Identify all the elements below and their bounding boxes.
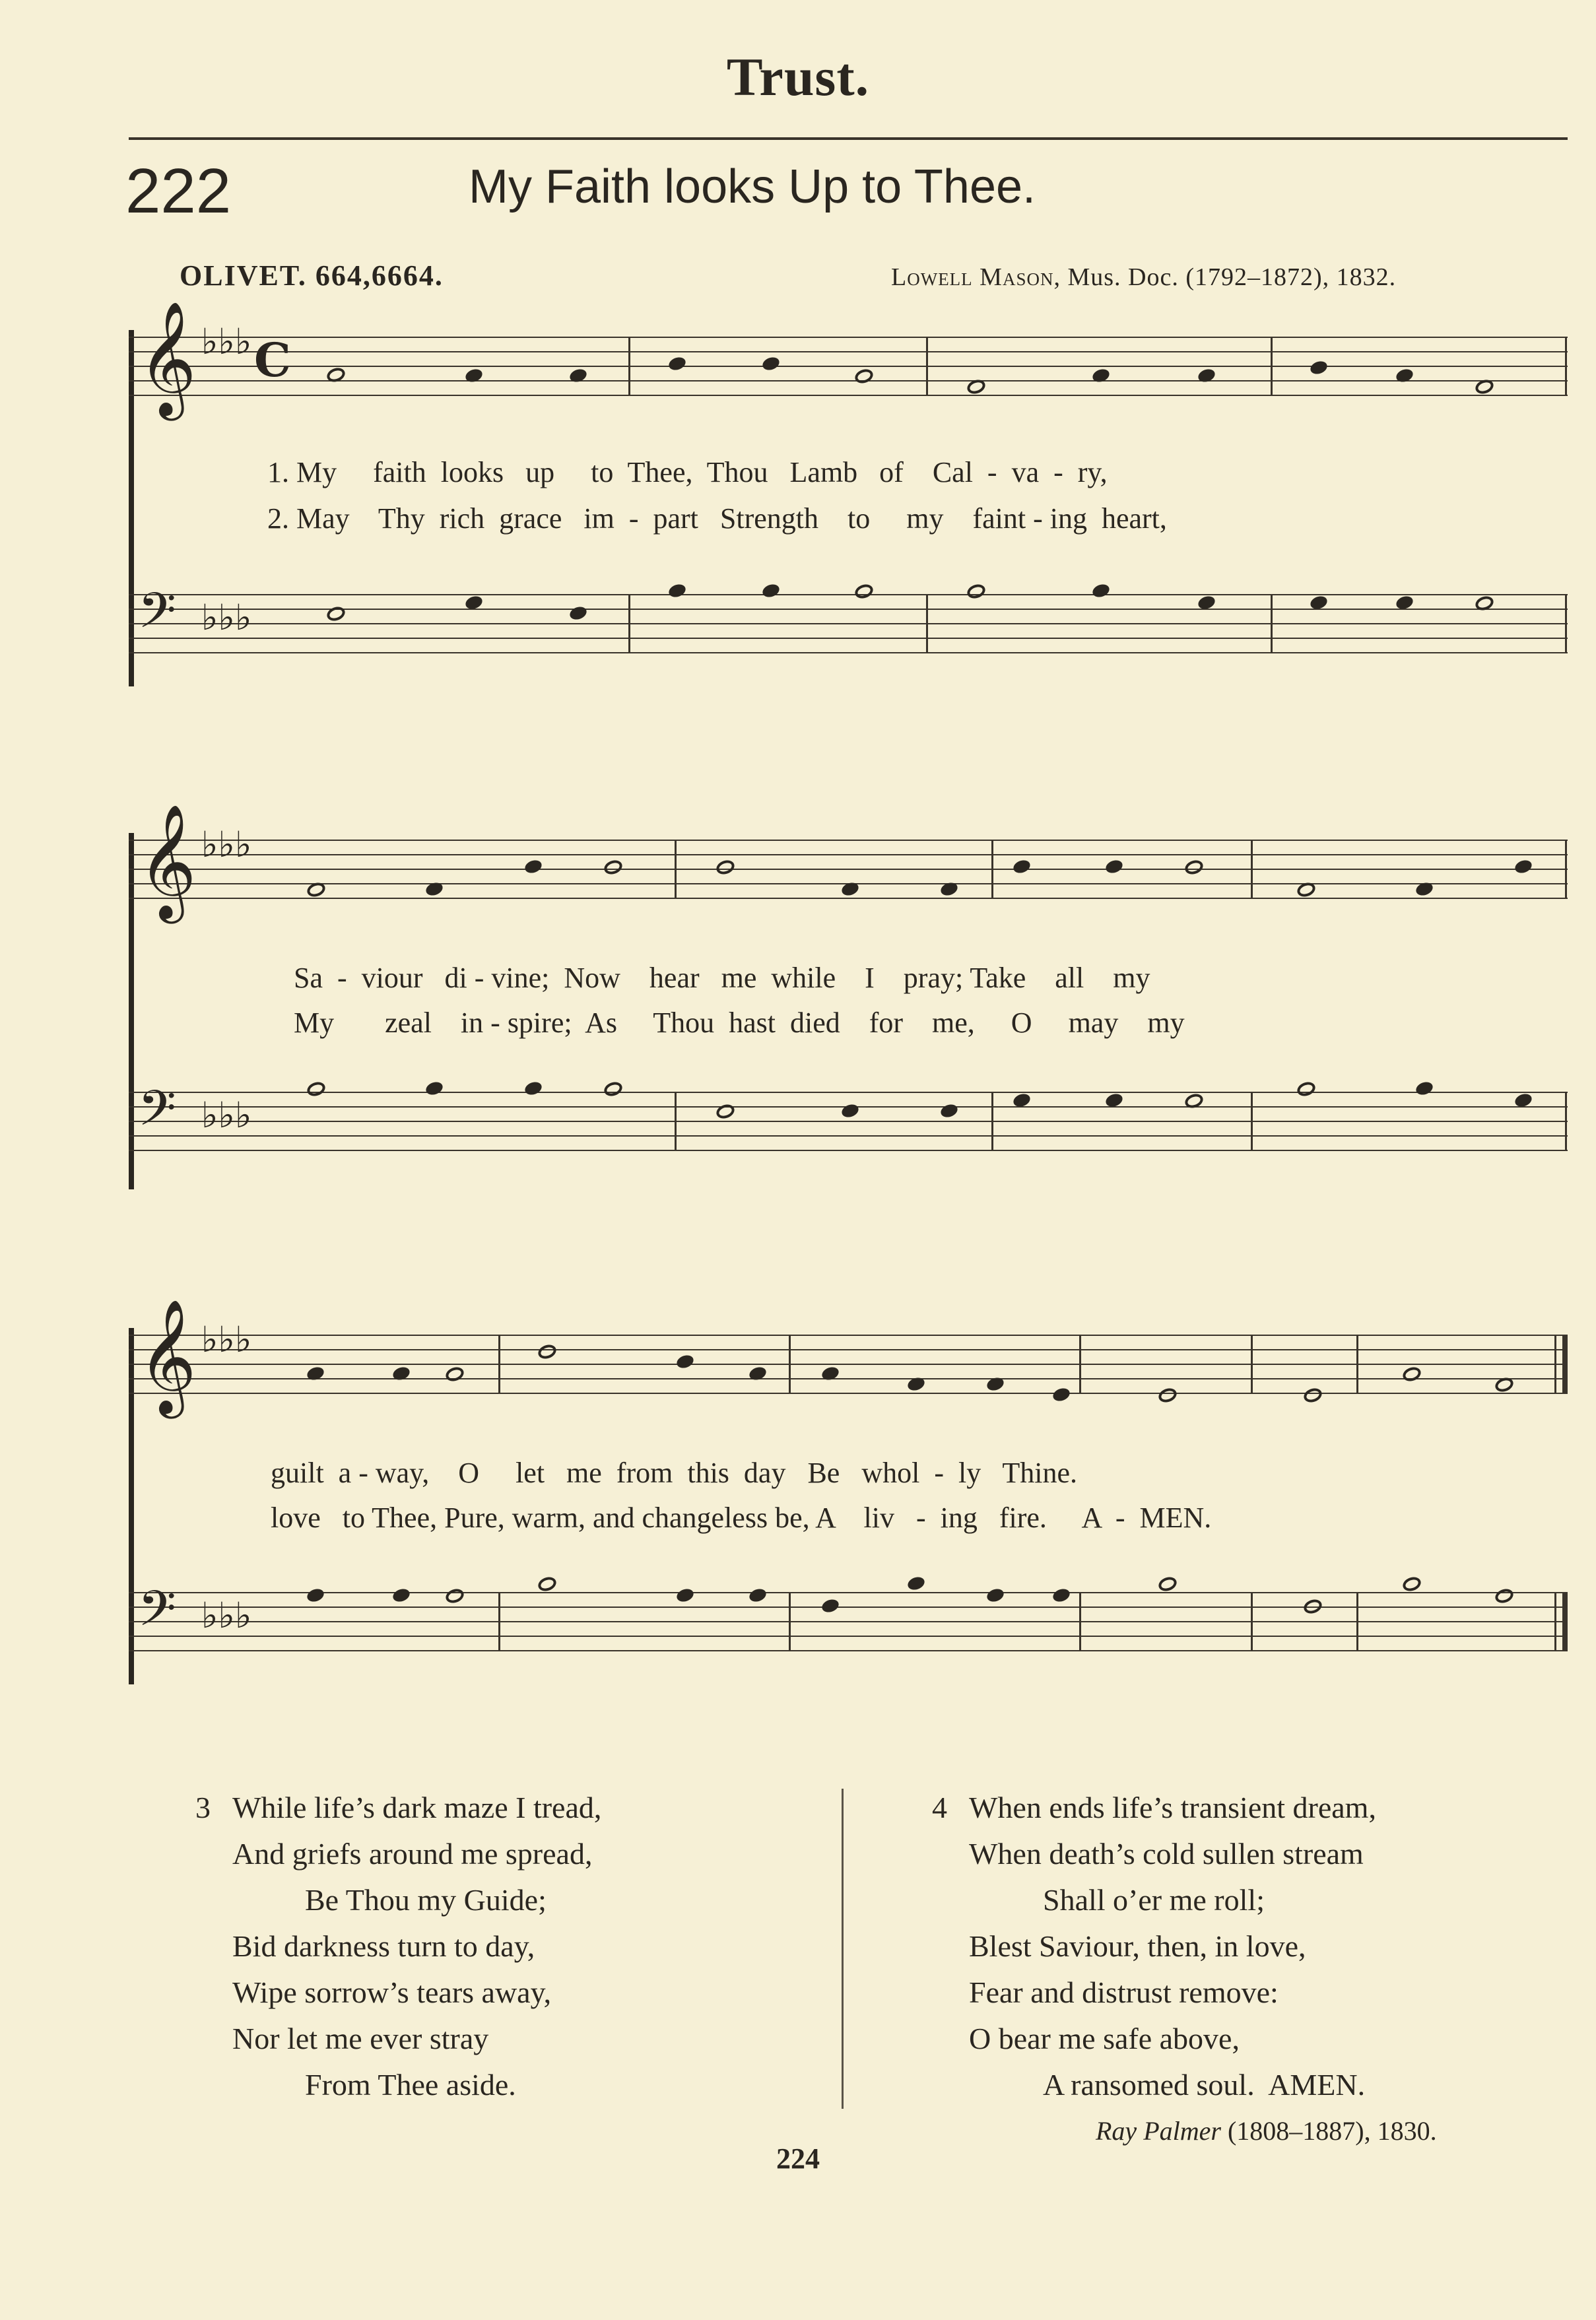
key-signature-flats-icon: ♭♭♭ (201, 597, 252, 638)
note-head-icon (1493, 1587, 1515, 1605)
stanza-line: A ransomed soul. AMEN. (1043, 2068, 1366, 2102)
music-system-1 (129, 301, 1568, 700)
note-head-icon (1302, 1597, 1323, 1616)
note-head-icon (840, 1102, 861, 1119)
note-head-icon (1401, 1575, 1422, 1593)
key-signature-flats-icon: ♭♭♭ (201, 1319, 252, 1360)
note-head-icon (1395, 367, 1415, 384)
staff-line (129, 840, 1568, 841)
bass-clef-icon: 𝄢 (138, 1580, 176, 1649)
key-signature-flats-icon: ♭♭♭ (201, 321, 252, 362)
staff-line (129, 337, 1568, 338)
staff-line (129, 351, 1568, 352)
staff-line (129, 623, 1568, 624)
staff-line (129, 380, 1568, 381)
stanza-line: Nor let me ever stray (232, 2022, 489, 2055)
stanza-line: From Thee aside. (305, 2068, 516, 2102)
time-signature: C (254, 333, 291, 387)
stanza-line: When ends life’s transient dream, (969, 1791, 1376, 1824)
stanza-3 (232, 1785, 601, 2108)
note-head-icon (939, 1102, 960, 1119)
note-head-icon (1401, 1365, 1422, 1383)
barline (675, 840, 677, 899)
barline (498, 1592, 500, 1651)
note-head-icon (675, 1587, 696, 1604)
barline (1356, 1592, 1358, 1651)
stanza-4 (969, 1785, 1376, 2108)
note-head-icon (325, 605, 347, 623)
note-head-icon (306, 1587, 326, 1604)
staff-line (129, 366, 1568, 367)
note-head-icon (985, 1587, 1006, 1604)
staff-line (129, 652, 1568, 653)
note-head-icon (602, 1080, 624, 1098)
barline (1562, 1335, 1568, 1394)
stanza-4-number: 4 (932, 1791, 947, 1824)
barline (1356, 1335, 1358, 1394)
staff-line (129, 1621, 1568, 1622)
treble-clef-icon: 𝄞 (138, 804, 197, 919)
header-rule (129, 137, 1568, 140)
staff-line (129, 609, 1568, 610)
barline (1554, 1592, 1556, 1651)
note-head-icon (906, 1575, 927, 1592)
barline (991, 840, 993, 899)
staff-line (129, 1121, 1568, 1122)
lyrics-verse-1-line-1: 1. My faith looks up to Thee, Thou Lamb of Cal - va - ry, (267, 456, 1108, 488)
note-head-icon (536, 1342, 558, 1361)
stanza-line: Shall o’er me roll; (1043, 1883, 1265, 1917)
stanza-divider (842, 1789, 844, 2109)
staff-line (129, 1607, 1568, 1608)
note-head-icon (1091, 582, 1112, 599)
note-head-icon (1012, 858, 1032, 875)
staff-line (129, 898, 1568, 899)
barline (1565, 1092, 1567, 1151)
staff-line (129, 395, 1568, 396)
stanza-line: Fear and distrust remove: (969, 1975, 1279, 2009)
hymn-title: My Faith looks Up to Thee. (469, 160, 1036, 213)
barline (628, 594, 630, 653)
note-head-icon (536, 1575, 558, 1593)
staff-line (129, 1650, 1568, 1651)
stanza-3-number: 3 (195, 1791, 211, 1824)
treble-clef-icon: 𝄞 (138, 301, 197, 416)
staff-line (129, 1636, 1568, 1637)
note-head-icon (1156, 1575, 1178, 1593)
system-brace (129, 1328, 134, 1684)
note-head-icon (1156, 1386, 1178, 1405)
note-head-icon (1295, 1080, 1317, 1098)
note-head-icon (1183, 858, 1205, 877)
staff-line (129, 1393, 1568, 1394)
note-head-icon (675, 1353, 696, 1370)
system-brace (129, 330, 134, 686)
bass-clef-icon: 𝄢 (138, 1080, 176, 1149)
staff-line (129, 869, 1568, 870)
lyrics-verse-1-line-2: Sa - viour di - vine; Now hear me while I pray; Take all my (294, 962, 1150, 994)
treble-clef-icon: 𝄞 (138, 1299, 197, 1414)
note-head-icon (391, 1365, 412, 1382)
barline (991, 1092, 993, 1151)
composer-details: , Mus. Doc. (1792–1872), 1832. (1053, 263, 1397, 291)
barline (926, 594, 928, 653)
lyrics-verse-2-line-1: 2. May Thy rich grace im - part Strength to my faint - ing heart, (267, 502, 1167, 535)
note-head-icon (444, 1365, 465, 1383)
staff-line (129, 594, 1568, 595)
music-system-3 (129, 1299, 1568, 1698)
note-head-icon (761, 582, 781, 599)
key-signature-flats-icon: ♭♭♭ (201, 1595, 252, 1636)
note-head-icon (568, 367, 589, 384)
barline (1251, 1592, 1253, 1651)
note-head-icon (391, 1587, 412, 1604)
music-system-2 (129, 804, 1568, 1203)
staff-line (129, 1592, 1568, 1593)
note-head-icon (820, 1597, 841, 1614)
staff-line (129, 1092, 1568, 1093)
note-head-icon (1197, 367, 1217, 384)
barline (628, 337, 630, 396)
barline (1562, 1592, 1568, 1651)
barline (1565, 594, 1567, 653)
note-head-icon (424, 1080, 445, 1097)
lyrics-verse-2-line-3: love to Thee, Pure, warm, and changeless be, A liv - ing fire. A - MEN. (271, 1502, 1212, 1534)
barline (675, 1092, 677, 1151)
note-head-icon (523, 858, 544, 875)
note-head-icon (305, 1080, 327, 1098)
note-head-icon (667, 582, 688, 599)
barline (1251, 1335, 1253, 1394)
note-head-icon (853, 582, 875, 601)
staff-line (129, 1135, 1568, 1137)
section-title: Trust. (726, 47, 870, 107)
hymn-number: 222 (125, 156, 232, 226)
barline (1251, 840, 1253, 899)
note-head-icon (306, 1365, 326, 1382)
staff-line (129, 1349, 1568, 1350)
note-head-icon (602, 858, 624, 877)
note-head-icon (568, 605, 589, 622)
stanza-line: Blest Saviour, then, in love, (969, 1929, 1306, 1963)
stanza-line: Bid darkness turn to day, (232, 1929, 535, 1963)
note-head-icon (667, 355, 688, 372)
staff-line (129, 1150, 1568, 1151)
note-head-icon (1104, 858, 1125, 875)
staff-line (129, 638, 1568, 639)
barline (1079, 1335, 1081, 1394)
note-head-icon (853, 367, 875, 385)
barline (1271, 594, 1273, 653)
stanza-line: Wipe sorrow’s tears away, (232, 1975, 552, 2009)
staff-line (129, 1364, 1568, 1365)
lyrics-verse-1-line-3: guilt a - way, O let me from this day Be whol - ly Thine. (271, 1457, 1078, 1489)
staff-line (129, 1335, 1568, 1336)
note-head-icon (523, 1080, 544, 1097)
author-dates: (1808–1887), 1830. (1220, 2116, 1437, 2146)
page-number: 224 (776, 2142, 820, 2175)
note-head-icon (965, 582, 987, 601)
lyrics-verse-2-line-2: My zeal in - spire; As Thou hast died for me, O may my (294, 1007, 1185, 1039)
barline (1271, 337, 1273, 396)
barline (1565, 337, 1567, 396)
key-signature-flats-icon: ♭♭♭ (201, 824, 252, 865)
barline (789, 1592, 791, 1651)
note-head-icon (1091, 367, 1112, 384)
note-head-icon (714, 1102, 736, 1121)
note-head-icon (444, 1587, 465, 1605)
note-head-icon (820, 1365, 841, 1382)
composer-name: Lowell Mason (891, 263, 1054, 291)
composer-credit (891, 263, 1396, 292)
note-head-icon (714, 858, 736, 877)
author-name: Ray Palmer (1096, 2116, 1221, 2146)
note-head-icon (464, 367, 484, 384)
key-signature-flats-icon: ♭♭♭ (201, 1094, 252, 1136)
note-head-icon (1051, 1386, 1072, 1403)
stanza-line: While life’s dark maze I tread, (232, 1791, 602, 1824)
tune-name: OLIVET. 664,6664. (180, 259, 444, 292)
note-head-icon (748, 1365, 768, 1382)
staff-line (129, 1378, 1568, 1379)
stanza-line: And griefs around me spread, (232, 1837, 593, 1871)
note-head-icon (761, 355, 781, 372)
barline (1251, 1092, 1253, 1151)
staff-line (129, 854, 1568, 855)
note-head-icon (1414, 1080, 1435, 1097)
note-head-icon (1309, 359, 1329, 376)
note-head-icon (1051, 1587, 1072, 1604)
stanza-line: Be Thou my Guide; (305, 1883, 547, 1917)
barline (498, 1335, 500, 1394)
stanza-line: When death’s cold sullen stream (969, 1837, 1364, 1871)
note-head-icon (1513, 858, 1534, 875)
barline (1565, 840, 1567, 899)
bass-clef-icon: 𝄢 (138, 582, 176, 651)
note-head-icon (1302, 1386, 1323, 1405)
barline (789, 1335, 791, 1394)
stanza-line: O bear me safe above, (969, 2022, 1240, 2055)
barline (1554, 1335, 1556, 1394)
note-head-icon (748, 1587, 768, 1604)
barline (926, 337, 928, 396)
barline (1079, 1592, 1081, 1651)
